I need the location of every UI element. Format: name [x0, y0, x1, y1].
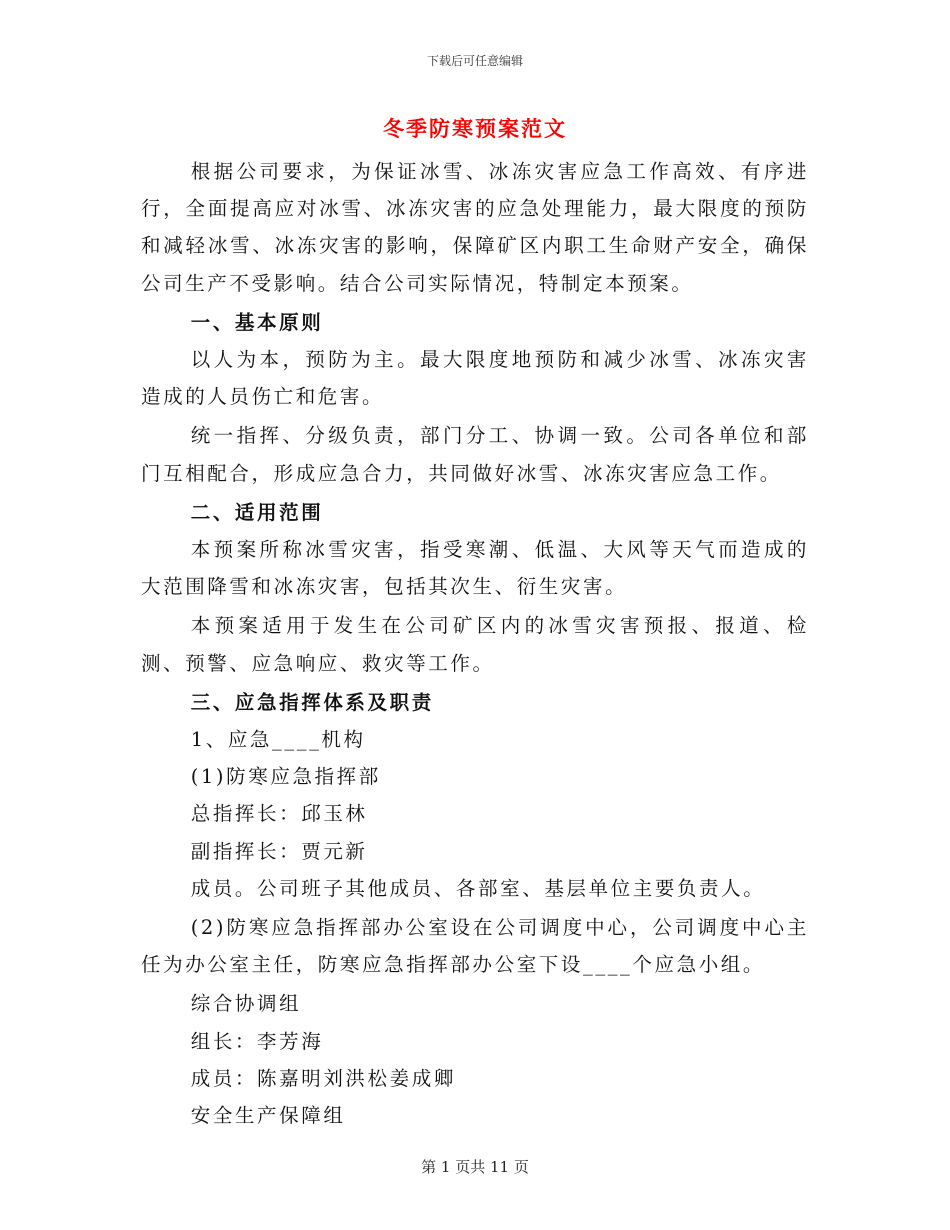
paragraph-coordination-group: 综合协调组 [190, 992, 302, 1016]
paragraph-members: 成员。公司班子其他成员、各部室、基层单位主要负责人。 [190, 876, 766, 900]
section-heading-basic-principles: 一、基本原则 [190, 310, 324, 334]
paragraph-emergency-agency: 1、应急____机构 [190, 728, 366, 752]
section-heading-command-system: 三、应急指挥体系及职责 [190, 690, 434, 714]
paragraph-command-hq: (1)防寒应急指挥部 [190, 765, 381, 789]
paragraph-principle-2: 统一指挥、分级负责，部门分工、协调一致。公司各单位和部门互相配合，形成应急合力，共同做好冰雪、冰冻灾害应急工作。 [141, 424, 809, 485]
page-number: 第 1 页共 11 页 [421, 1158, 529, 1176]
paragraph-scope-2: 本预案适用于发生在公司矿区内的冰雪灾害预报、报道、检测、预警、应急响应、救灾等工作。 [141, 614, 809, 675]
paragraph-command-office: (2)防寒应急指挥部办公室设在公司调度中心，公司调度中心主任为办公室主任，防寒应急指挥部办公室下设____个应急小组。 [141, 916, 809, 977]
section-heading-scope: 二、适用范围 [190, 500, 324, 524]
paragraph-intro: 根据公司要求，为保证冰雪、冰冻灾害应急工作高效、有序进行，全面提高应对冰雪、冰冻灾害的应急处理能力，最大限度的预防和减轻冰雪、冰冻灾害的影响，保障矿区内职工生命财产安全，确保公司生产不受影响。结合公司实际情况，特制定本预案。 [141, 160, 809, 295]
paragraph-group-members: 成员：陈嘉明刘洪松姜成卿 [190, 1066, 456, 1090]
document-body [141, 153, 809, 1134]
paragraph-scope-1: 本预案所称冰雪灾害，指受寒潮、低温、大风等天气而造成的大范围降雪和冰冻灾害，包括其次生、衍生灾害。 [141, 538, 809, 599]
paragraph-deputy-commander: 副指挥长：贾元新 [190, 839, 368, 863]
paragraph-group-leader: 组长：李芳海 [190, 1029, 324, 1053]
paragraph-chief-commander: 总指挥长：邱玉林 [190, 802, 368, 826]
paragraph-principle-1: 以人为本，预防为主。最大限度地预防和减少冰雪、冰冻灾害造成的人员伤亡和危害。 [141, 348, 809, 409]
paragraph-safety-group: 安全生产保障组 [190, 1104, 346, 1128]
header-note: 下载后可任意编辑 [426, 54, 523, 68]
document-title: 冬季防寒预案范文 [383, 116, 567, 141]
